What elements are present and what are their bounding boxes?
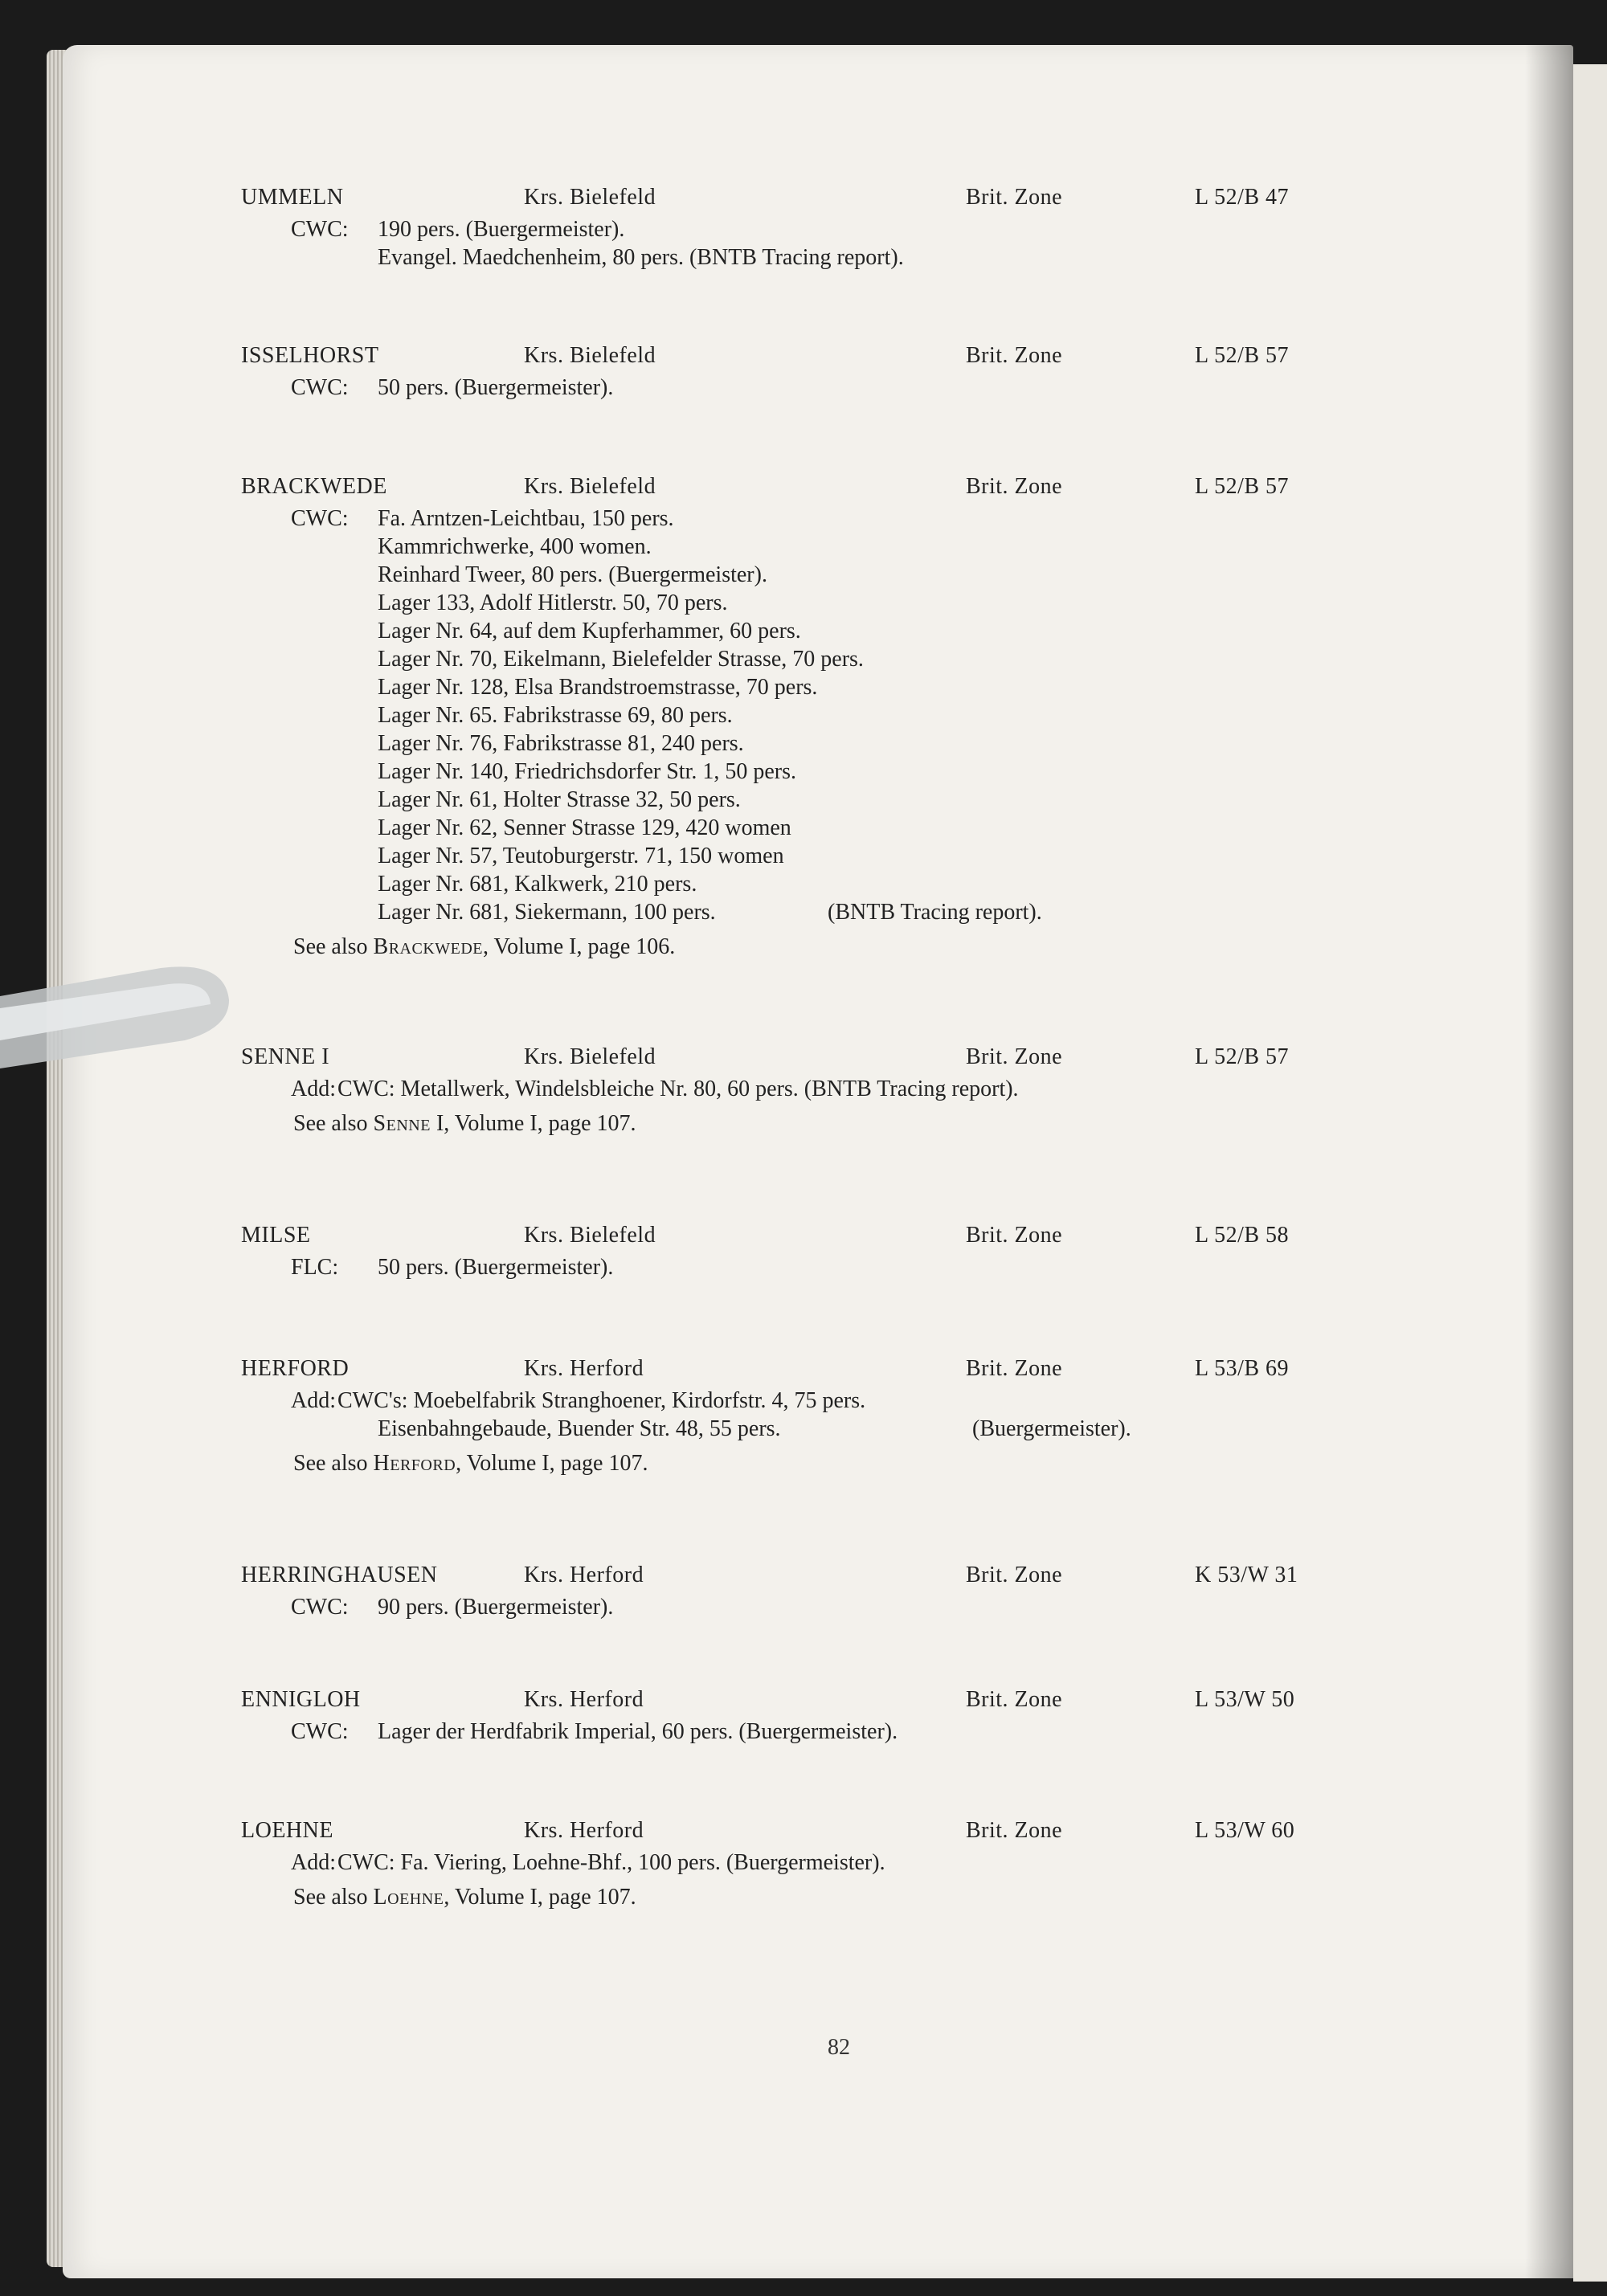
camp-detail: CWC's: Moebelfabrik Stranghoener, Kirdorfstr. 4, 75 pers. — [337, 1388, 866, 1413]
place-name: HERRINGHAUSEN — [241, 1563, 438, 1587]
entry-detail-line — [0, 675, 1607, 703]
entry-header — [0, 1563, 1607, 1595]
entry-header — [0, 1356, 1607, 1388]
zone: Brit. Zone — [966, 1818, 1063, 1843]
entry-detail-line — [0, 1077, 1607, 1105]
entry-detail-line — [0, 1416, 1607, 1444]
place-name: HERFORD — [241, 1356, 350, 1381]
gazetteer-entry — [0, 343, 1607, 403]
map-grid-reference: L 53/W 50 — [1195, 1687, 1295, 1712]
map-grid-reference: L 52/B 57 — [1195, 1044, 1290, 1069]
gazetteer-entry — [0, 1044, 1607, 1143]
entry-detail-line — [0, 900, 1607, 928]
see-also-reference — [0, 1885, 1607, 1917]
place-name: UMMELN — [241, 185, 344, 210]
gazetteer-entry — [0, 185, 1607, 273]
zone: Brit. Zone — [966, 474, 1063, 499]
zone: Brit. Zone — [966, 343, 1063, 368]
entry-header — [0, 1223, 1607, 1255]
map-grid-reference: L 52/B 47 — [1195, 185, 1290, 210]
camp-type-label: Add: — [291, 1850, 336, 1875]
page-number: 82 — [828, 2035, 850, 2060]
place-name: ENNIGLOH — [241, 1687, 361, 1712]
entry-header — [0, 1818, 1607, 1850]
zone: Brit. Zone — [966, 1687, 1063, 1712]
camp-type-label: CWC: — [291, 217, 349, 242]
source-note: (Buergermeister). — [972, 1416, 1131, 1441]
camp-type-label: CWC: — [291, 506, 349, 531]
see-also-prefix: See also — [293, 1451, 368, 1476]
gazetteer-entry — [0, 1687, 1607, 1747]
district: Krs. Herford — [524, 1563, 644, 1587]
entry-detail-line — [0, 245, 1607, 273]
zone: Brit. Zone — [966, 1223, 1063, 1248]
district: Krs. Bielefeld — [524, 474, 656, 499]
see-also-place: Loehne — [373, 1885, 444, 1910]
zone: Brit. Zone — [966, 1356, 1063, 1381]
camp-detail: Lager Nr. 681, Siekermann, 100 pers. — [378, 900, 716, 925]
camp-type-label: FLC: — [291, 1255, 339, 1280]
see-also-prefix: See also — [293, 934, 368, 959]
gazetteer-entry — [0, 474, 1607, 966]
see-also-prefix: See also — [293, 1885, 368, 1910]
camp-detail: Lager Nr. 681, Kalkwerk, 210 pers. — [378, 872, 697, 897]
entry-header — [0, 1687, 1607, 1719]
camp-detail: Kammrichwerke, 400 women. — [378, 534, 652, 559]
camp-detail: 50 pers. (Buergermeister). — [378, 1255, 614, 1280]
entry-detail-line — [0, 1719, 1607, 1747]
camp-detail: Lager Nr. 70, Eikelmann, Bielefelder Strasse, 70 pers. — [378, 647, 864, 672]
place-name: ISSELHORST — [241, 343, 379, 368]
district: Krs. Bielefeld — [524, 1223, 656, 1248]
entry-detail-line — [0, 534, 1607, 562]
entry-detail-line — [0, 1388, 1607, 1416]
district: Krs. Bielefeld — [524, 343, 656, 368]
see-also-place: Brackwede — [373, 934, 484, 959]
map-grid-reference: L 52/B 57 — [1195, 474, 1290, 499]
place-name: MILSE — [241, 1223, 311, 1248]
camp-type-label: CWC: — [291, 375, 349, 400]
page-clip-icon — [0, 964, 233, 1068]
district: Krs. Herford — [524, 1818, 644, 1843]
entry-detail-line — [0, 1850, 1607, 1878]
see-also-reference — [0, 934, 1607, 966]
map-grid-reference: L 52/B 58 — [1195, 1223, 1290, 1248]
entry-detail-line — [0, 759, 1607, 787]
see-also-reference — [0, 1111, 1607, 1143]
entry-detail-line — [0, 1595, 1607, 1623]
entry-detail-line — [0, 1255, 1607, 1283]
see-also-text — [293, 1111, 636, 1137]
camp-detail: 190 pers. (Buergermeister). — [378, 217, 625, 242]
district: Krs. Herford — [524, 1687, 644, 1712]
entry-header — [0, 343, 1607, 375]
map-grid-reference: K 53/W 31 — [1195, 1563, 1298, 1587]
camp-detail: Reinhard Tweer, 80 pers. (Buergermeister). — [378, 562, 767, 587]
place-name: BRACKWEDE — [241, 474, 387, 499]
entry-detail-line — [0, 619, 1607, 647]
zone: Brit. Zone — [966, 1044, 1063, 1069]
see-also-suffix: , Volume I, page 107. — [444, 1885, 636, 1910]
see-also-text — [293, 1451, 648, 1477]
entry-detail-line — [0, 844, 1607, 872]
entry-detail-line — [0, 506, 1607, 534]
camp-detail: Eisenbahngebaude, Buender Str. 48, 55 pers. — [378, 1416, 781, 1441]
see-also-prefix: See also — [293, 1111, 368, 1136]
entry-detail-line — [0, 815, 1607, 844]
gazetteer-entry — [0, 1356, 1607, 1483]
entry-detail-line — [0, 703, 1607, 731]
map-grid-reference: L 53/W 60 — [1195, 1818, 1295, 1843]
place-name: SENNE I — [241, 1044, 330, 1069]
camp-type-label: Add: — [291, 1077, 336, 1101]
district: Krs. Herford — [524, 1356, 644, 1381]
camp-detail: Lager der Herdfabrik Imperial, 60 pers. (Buergermeister). — [378, 1719, 898, 1744]
entry-detail-line — [0, 731, 1607, 759]
camp-type-label: Add: — [291, 1388, 336, 1413]
camp-detail: CWC: Metallwerk, Windelsbleiche Nr. 80, 60 pers. (BNTB Tracing report). — [337, 1077, 1019, 1101]
camp-detail: Fa. Arntzen-Leichtbau, 150 pers. — [378, 506, 674, 531]
camp-detail: Lager Nr. 62, Senner Strasse 129, 420 women — [378, 815, 791, 840]
source-note: (BNTB Tracing report). — [828, 900, 1042, 925]
camp-detail: Evangel. Maedchenheim, 80 pers. (BNTB Tracing report). — [378, 245, 904, 270]
district: Krs. Bielefeld — [524, 185, 656, 210]
camp-detail: 50 pers. (Buergermeister). — [378, 375, 614, 400]
zone: Brit. Zone — [966, 1563, 1063, 1587]
gazetteer-entry — [0, 1223, 1607, 1283]
see-also-place: Herford — [373, 1451, 456, 1476]
camp-detail: Lager Nr. 140, Friedrichsdorfer Str. 1, 50 pers. — [378, 759, 796, 784]
camp-detail: Lager Nr. 64, auf dem Kupferhammer, 60 pers. — [378, 619, 801, 643]
zone: Brit. Zone — [966, 185, 1063, 210]
entry-detail-line — [0, 647, 1607, 675]
gazetteer-entry — [0, 1818, 1607, 1917]
entry-detail-line — [0, 872, 1607, 900]
camp-detail: Lager Nr. 57, Teutoburgerstr. 71, 150 women — [378, 844, 784, 868]
camp-type-label: CWC: — [291, 1595, 349, 1620]
entry-header — [0, 1044, 1607, 1077]
camp-detail: Lager 133, Adolf Hitlerstr. 50, 70 pers. — [378, 590, 728, 615]
camp-detail: Lager Nr. 61, Holter Strasse 32, 50 pers. — [378, 787, 741, 812]
gazetteer-entry — [0, 1563, 1607, 1623]
entry-detail-line — [0, 590, 1607, 619]
camp-detail: Lager Nr. 128, Elsa Brandstroemstrasse, 70 pers. — [378, 675, 818, 700]
see-also-reference — [0, 1451, 1607, 1483]
see-also-suffix: , Volume I, page 107. — [456, 1451, 648, 1476]
entry-detail-line — [0, 375, 1607, 403]
map-grid-reference: L 53/B 69 — [1195, 1356, 1290, 1381]
place-name: LOEHNE — [241, 1818, 333, 1843]
camp-type-label: CWC: — [291, 1719, 349, 1744]
camp-detail: Lager Nr. 76, Fabrikstrasse 81, 240 pers. — [378, 731, 744, 756]
camp-detail: CWC: Fa. Viering, Loehne-Bhf., 100 pers. (Buergermeister). — [337, 1850, 885, 1875]
see-also-text — [293, 934, 675, 960]
entry-header — [0, 474, 1607, 506]
entry-detail-line — [0, 562, 1607, 590]
district: Krs. Bielefeld — [524, 1044, 656, 1069]
entry-detail-line — [0, 217, 1607, 245]
camp-detail: 90 pers. (Buergermeister). — [378, 1595, 614, 1620]
see-also-place: Senne — [373, 1111, 431, 1136]
entry-detail-line — [0, 787, 1607, 815]
entry-header — [0, 185, 1607, 217]
camp-detail: Lager Nr. 65. Fabrikstrasse 69, 80 pers. — [378, 703, 733, 728]
see-also-suffix: , Volume I, page 106. — [483, 934, 676, 959]
see-also-suffix: I, Volume I, page 107. — [430, 1111, 636, 1136]
see-also-text — [293, 1885, 636, 1910]
map-grid-reference: L 52/B 57 — [1195, 343, 1290, 368]
